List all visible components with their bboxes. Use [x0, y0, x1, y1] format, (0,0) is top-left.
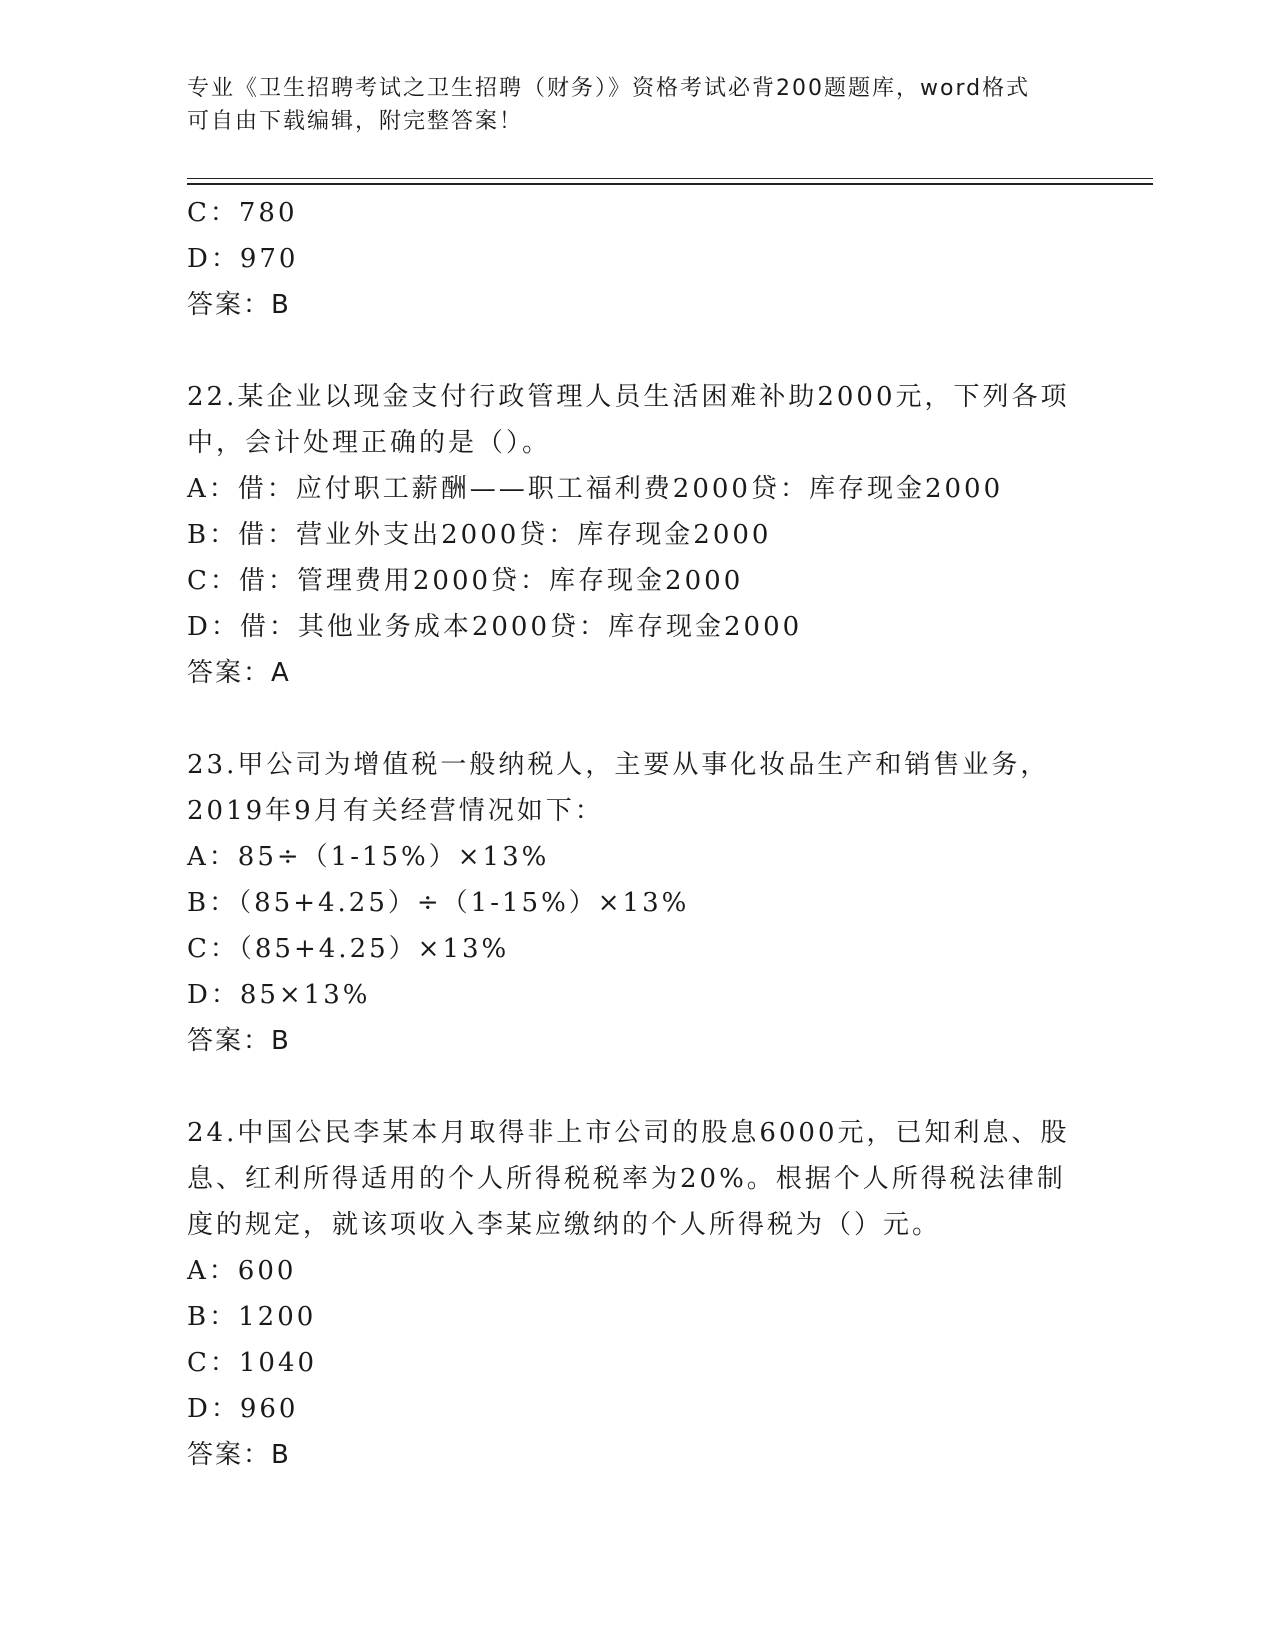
- answer: 答案：B: [187, 1026, 291, 1056]
- option-a: A：85÷（1-15%）×13%: [187, 842, 550, 872]
- answer: 答案：B: [187, 290, 291, 320]
- option-d: D：970: [187, 244, 299, 274]
- header-divider-thin: [187, 178, 1153, 179]
- answer: 答案：A: [187, 658, 291, 688]
- answer: 答案：B: [187, 1440, 291, 1470]
- option-c: C：（85+4.25）×13%: [187, 934, 510, 964]
- spacer: [187, 1064, 1087, 1110]
- option-d: D：85×13%: [187, 980, 371, 1010]
- spacer: [187, 328, 1087, 374]
- question-stem: 度的规定，就该项收入李某应缴纳的个人所得税为（）元。: [187, 1210, 942, 1240]
- question-24: [187, 1110, 1087, 1478]
- question-21-tail: [187, 190, 1087, 328]
- header-divider-thick: [187, 183, 1153, 185]
- question-stem: 息、红利所得适用的个人所得税税率为20%。根据个人所得税法律制: [187, 1164, 1066, 1194]
- question-23: [187, 742, 1087, 1064]
- option-d: D：960: [187, 1394, 299, 1424]
- option-b: B：（85+4.25）÷（1-15%）×13%: [187, 888, 690, 918]
- question-stem: 中，会计处理正确的是（）。: [187, 428, 552, 458]
- question-stem: 23.甲公司为增值税一般纳税人，主要从事化妆品生产和销售业务，: [187, 750, 1050, 780]
- option-c: C：1040: [187, 1348, 318, 1378]
- header-title-line-1: 专业《卫生招聘考试之卫生招聘（财务）》资格考试必背200题题库，word格式: [187, 76, 1031, 101]
- question-list: [187, 190, 1087, 1478]
- page-header: [187, 72, 1087, 138]
- question-stem: 24.中国公民李某本月取得非上市公司的股息6000元，已知利息、股: [187, 1118, 1070, 1148]
- question-stem: 2019年9月有关经营情况如下：: [187, 796, 604, 826]
- option-d: D：借：其他业务成本2000贷：库存现金2000: [187, 612, 803, 642]
- spacer: [187, 696, 1087, 742]
- option-c: C：780: [187, 198, 298, 228]
- option-a: A：借：应付职工薪酬——职工福利费2000贷：库存现金2000: [187, 474, 1004, 504]
- option-a: A：600: [187, 1256, 297, 1286]
- option-b: B：1200: [187, 1302, 317, 1332]
- question-22: [187, 374, 1087, 696]
- question-stem: 22.某企业以现金支付行政管理人员生活困难补助2000元，下列各项: [187, 382, 1070, 412]
- header-title-line-2: 可自由下载编辑，附完整答案！: [187, 109, 524, 134]
- option-c: C：借：管理费用2000贷：库存现金2000: [187, 566, 744, 596]
- option-b: B：借：营业外支出2000贷：库存现金2000: [187, 520, 772, 550]
